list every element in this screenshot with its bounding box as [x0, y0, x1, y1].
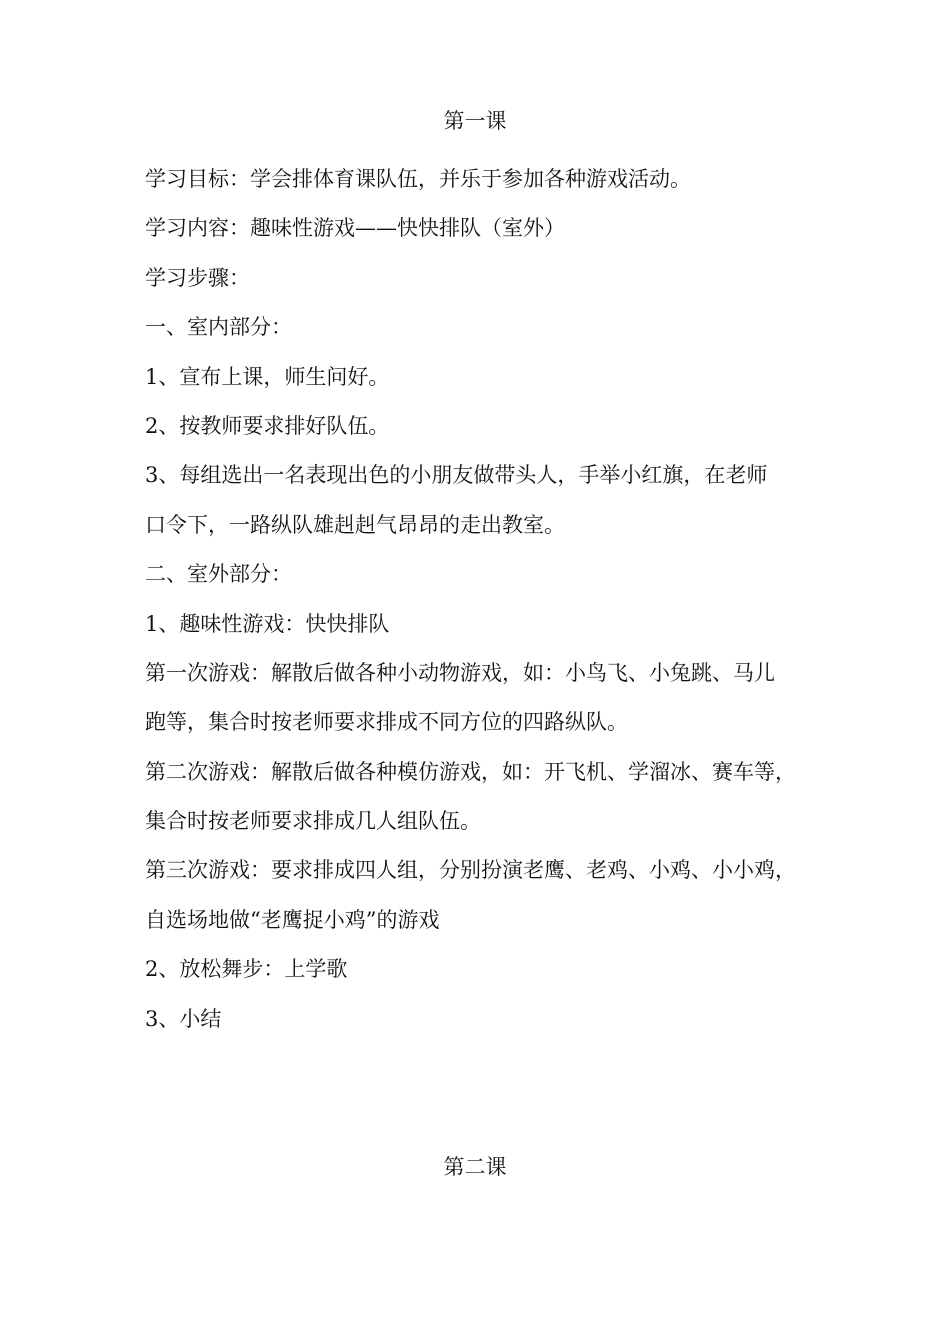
indoor-section-heading: 一、室内部分： — [145, 315, 292, 340]
outdoor-step-1: 1、趣味性游戏：快快排队 — [145, 611, 390, 636]
indoor-step-3-line-2: 口令下，一路纵队雄赳赳气昂昂的走出教室。 — [145, 512, 565, 537]
lesson-1-body — [145, 155, 825, 1044]
outdoor-section-heading: 二、室外部分： — [145, 562, 292, 587]
outdoor-step-3: 3、小结 — [145, 1006, 222, 1031]
learning-steps-heading: 学习步骤： — [145, 265, 250, 290]
game-3-line-1: 第三次游戏：要求排成四人组，分别扮演老鹰、老鸡、小鸡、小小鸡， — [145, 858, 796, 883]
game-3-line-2: 自选场地做“老鹰捉小鸡”的游戏 — [145, 907, 440, 932]
game-2-line-2: 集合时按老师要求排成几人组队伍。 — [145, 809, 481, 834]
indoor-step-3-line-1: 3、每组选出一名表现出色的小朋友做带头人，手举小红旗，在老师 — [145, 463, 768, 488]
learning-content-line: 学习内容：趣味性游戏——快快排队（室外） — [145, 216, 565, 241]
game-2-line-1: 第二次游戏：解散后做各种模仿游戏，如：开飞机、学溜冰、赛车等， — [145, 759, 796, 784]
lesson-2-title: 第二课 — [443, 1155, 507, 1179]
outdoor-step-2: 2、放松舞步：上学歌 — [145, 957, 348, 982]
indoor-step-2: 2、按教师要求排好队伍。 — [145, 413, 390, 438]
learning-goal-line: 学习目标：学会排体育课队伍，并乐于参加各种游戏活动。 — [145, 167, 691, 191]
game-1-line-1: 第一次游戏：解散后做各种小动物游戏，如：小鸟飞、小兔跳、马儿 — [145, 660, 775, 685]
lesson-1-title: 第一课 — [443, 109, 507, 133]
game-1-line-2: 跑等，集合时按老师要求排成不同方位的四路纵队。 — [145, 710, 628, 735]
indoor-step-1: 1、宣布上课，师生问好。 — [145, 364, 390, 389]
